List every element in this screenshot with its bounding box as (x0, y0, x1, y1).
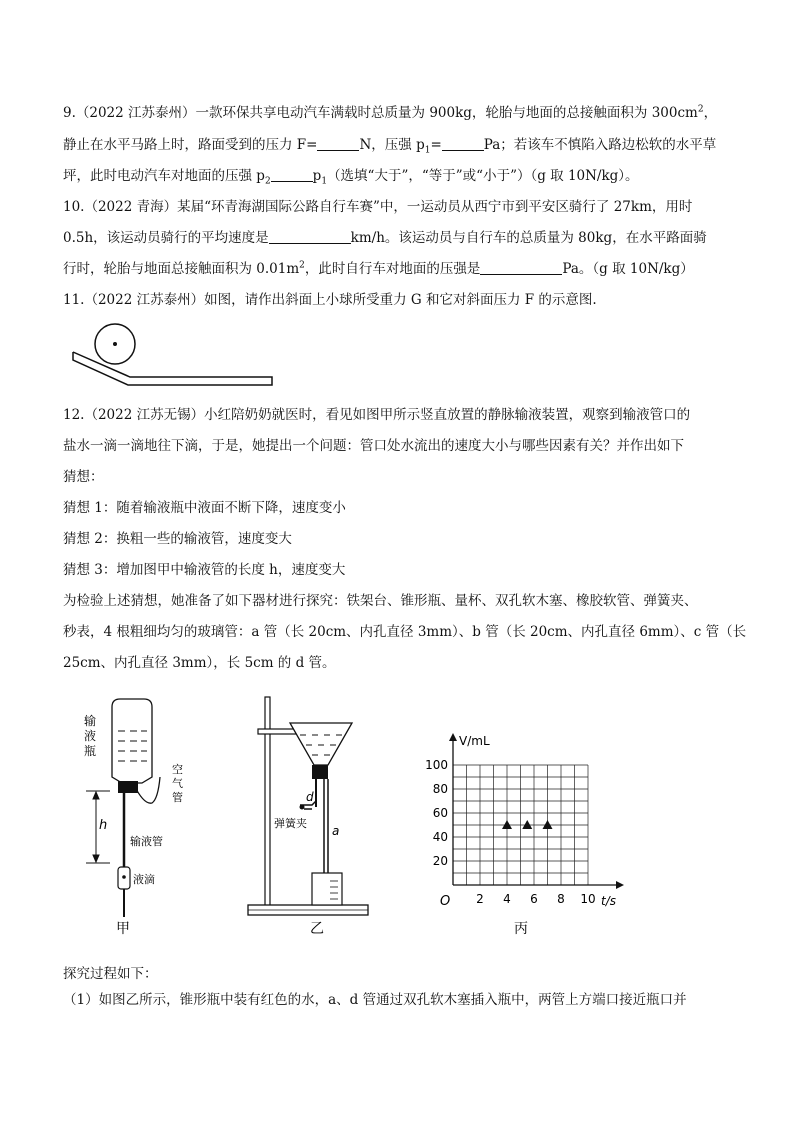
x-tick-label: 6 (530, 892, 538, 906)
x-tick-label: 2 (476, 892, 484, 906)
q10-line-2 (63, 228, 754, 248)
q10-line-3 (63, 259, 754, 279)
conical-flask (290, 723, 352, 765)
y-axis-arrow (449, 733, 457, 741)
rubber-stopper (312, 765, 328, 779)
q12-process-title: 探究过程如下： (63, 966, 158, 982)
answer-blank[interactable] (271, 167, 313, 182)
incline-figure (70, 322, 280, 386)
q10-text: 0.5h，该运动员骑行的平均速度是 (63, 230, 269, 246)
q9-text: N，压强 p (359, 137, 425, 153)
bottle-label-3: 瓶 (84, 744, 97, 758)
q10-text: 行时，轮胎与地面总接触面积为 0.01m (63, 261, 300, 277)
h-label: h (99, 818, 108, 833)
q9-text: （选填“大于”，“等于”或“小于”）（g 取 10N/kg）。 (327, 168, 639, 184)
air-tube-label-2: 气 (172, 777, 183, 790)
q9-line-1 (63, 103, 754, 123)
q12-materials-2: 秒表，4 根粗细均匀的玻璃管：a 管（长 20cm、内孔直径 3mm）、b 管（长 20cm、内孔直径 6mm）、c 管（长 (63, 624, 747, 640)
drop-label: 液滴 (133, 873, 155, 886)
figure-jia (80, 695, 210, 943)
bottle-label-1: 输 (84, 714, 97, 728)
y-tick-label: 80 (432, 782, 448, 796)
q10-line-1: 10.（2022 青海）某届“环青海湖国际公路自行车赛”中，一运动员从西宁市到平安区骑行了 27km，用时 (63, 199, 693, 215)
q9-text: Pa；若该车不慎陷入路边松软的水平草 (483, 137, 717, 153)
answer-blank[interactable] (317, 136, 359, 151)
q12-line-2: 盐水一滴一滴地往下滴，于是，她提出一个问题：管口处水流出的速度大小与哪些因素有关？并作出如下 (63, 438, 684, 454)
answer-blank[interactable] (269, 229, 351, 244)
x-axis-label: t/s (601, 894, 616, 908)
q12-line-1: 12.（2022 江苏无锡）小红陪奶奶就医时，看见如图甲所示竖直放置的静脉输液装置，观察到输液管口的 (63, 407, 691, 423)
q9-sub: 1 (424, 145, 431, 156)
x-tick-label: 4 (503, 892, 511, 906)
q10-sup: 2 (299, 260, 305, 271)
y-tick-label: 100 (425, 758, 448, 772)
q11-line-1: 11.（2022 江苏泰州）如图，请作出斜面上小球所受重力 G 和它对斜面压力 F 的示意图. (63, 292, 597, 308)
q9-line-2 (63, 135, 754, 155)
q12-materials-3: 25cm、内孔直径 3mm），长 5cm 的 d 管。 (63, 655, 336, 671)
data-point-triangle (543, 820, 553, 829)
data-point-triangle (522, 820, 532, 829)
bottle-label-2: 液 (84, 729, 97, 743)
q10-text: km/h。该运动员与自行车的总质量为 80kg，在水平路面骑 (350, 230, 707, 246)
y-tick-label: 20 (432, 854, 448, 868)
q9-text: = (430, 137, 442, 153)
x-tick-label: 8 (557, 892, 565, 906)
x-tick-label: 10 (580, 892, 596, 906)
q10-text: ，此时自行车对地面的压强是 (304, 261, 481, 277)
ball-center-dot (113, 342, 117, 346)
air-tube-label-1: 空 (172, 763, 183, 776)
q12-guess-1: 猜想 1：随着输液瓶中液面不断下降，速度变小 (63, 500, 346, 516)
q9-text: 9.（2022 江苏泰州）一款环保共享电动汽车满载时总质量为 900kg，轮胎与地面的总接触面积为 300cm (63, 105, 698, 121)
caption-bing: 丙 (514, 921, 528, 937)
q12-line-3: 猜想： (63, 469, 104, 485)
a-label: a (332, 824, 340, 838)
origin-label: O (440, 894, 451, 909)
answer-blank[interactable] (480, 260, 562, 275)
q9-sup: 2 (697, 104, 704, 115)
caption-yi: 乙 (310, 921, 324, 937)
y-tick-label: 40 (432, 830, 448, 844)
q9-text: ， (703, 105, 718, 121)
chart-grid (453, 765, 588, 885)
answer-blank[interactable] (442, 136, 484, 151)
figure-bing-chart (410, 695, 630, 943)
data-point-triangle (502, 820, 512, 829)
x-axis-arrow (616, 881, 624, 889)
y-tick-label: 60 (432, 806, 448, 820)
d-label: d (306, 790, 314, 804)
q12-guess-2: 猜想 2：换粗一些的输液管，速度变大 (63, 531, 292, 547)
q12-guess-3: 猜想 3：增加图甲中输液管的长度 h，速度变大 (63, 562, 346, 578)
tube-label: 输液管 (130, 835, 163, 848)
q9-sub: 1 (321, 176, 328, 187)
clamp-label: 弹簧夹 (274, 817, 307, 830)
q9-sub: 2 (264, 176, 271, 187)
drop-icon (122, 875, 126, 879)
figure-yi (240, 695, 380, 943)
q9-line-3 (63, 166, 754, 186)
q12-materials-1: 为检验上述猜想，她准备了如下器材进行探究：铁架台、锥形瓶、量杯、双孔软木塞、橡胶软管、弹簧夹、 (63, 593, 698, 609)
q10-text: Pa。（g 取 10N/kg） (562, 261, 694, 277)
air-tube-label-3: 管 (172, 791, 183, 804)
q9-text: 坪，此时电动汽车对地面的压强 p (63, 168, 265, 184)
q12-process-1: （1）如图乙所示，锥形瓶中装有红色的水，a、d 管通过双孔软木塞插入瓶中，两管上方端口接近瓶口并 (63, 992, 687, 1008)
q9-text: p (312, 168, 322, 184)
y-axis-label: V/mL (459, 734, 490, 748)
caption-jia: 甲 (116, 921, 130, 937)
q9-text: 静止在水平马路上时，路面受到的压力 F= (63, 137, 318, 153)
measuring-cup (312, 873, 342, 905)
